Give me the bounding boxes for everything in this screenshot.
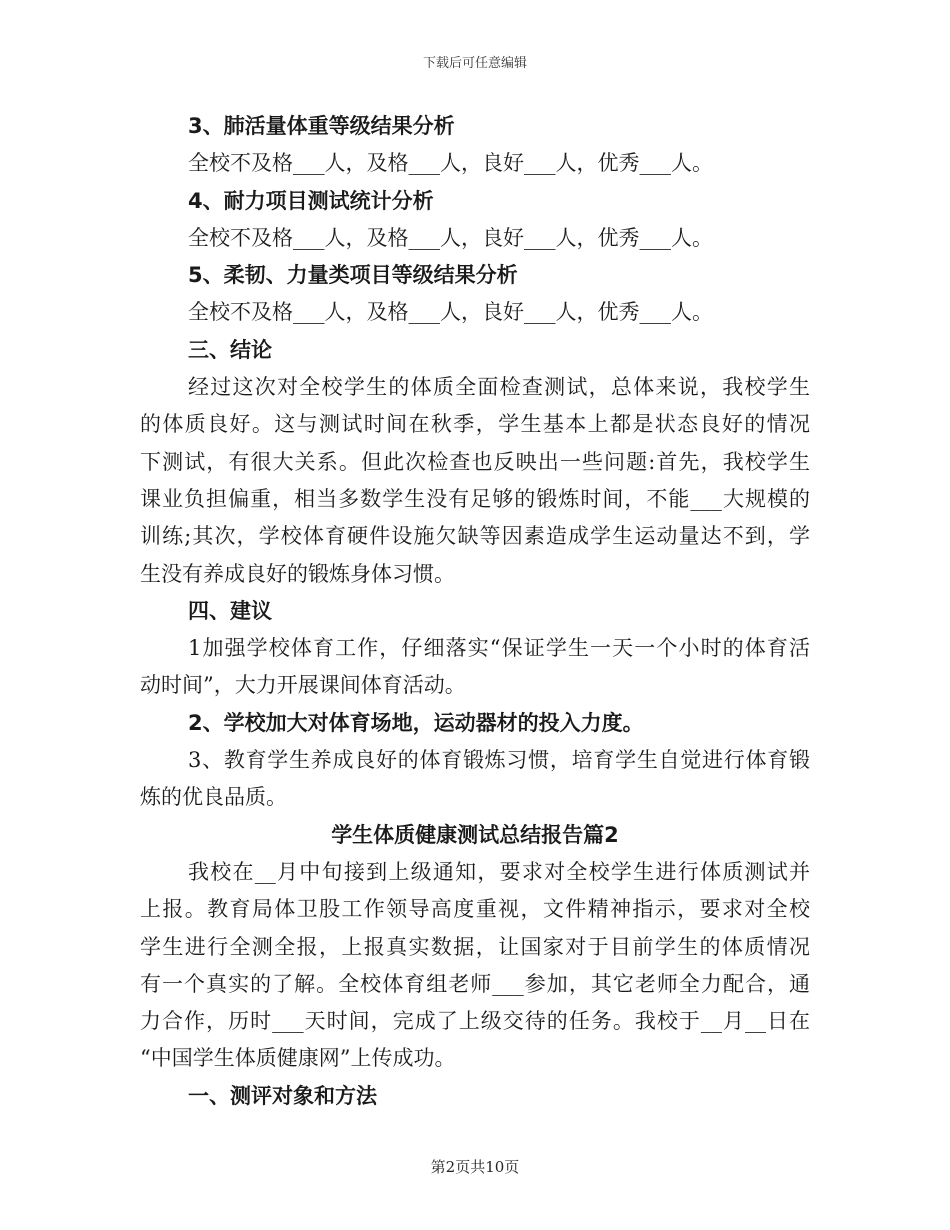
text-line: 训练;其次，学校体育硬件设施欠缺等因素造成学生运动量达不到，学 — [140, 524, 810, 549]
text-line: 全校不及格___人，及格___人，良好___人，优秀___人。 — [188, 151, 713, 176]
text-line: 全校不及格___人，及格___人，良好___人，优秀___人。 — [188, 300, 713, 325]
text-line: 经过这次对全校学生的体质全面检查测试，总体来说，我校学生 — [188, 375, 810, 400]
text-line: 3、教育学生养成良好的体育锻炼习惯，培育学生自觉进行体育锻 — [188, 748, 810, 773]
page-header: 下载后可任意编辑 — [422, 56, 527, 71]
text-line: 炼的优良品质。 — [140, 785, 287, 810]
heading-line: 4、耐力项目测试统计分析 — [188, 188, 434, 213]
heading-line: 3、肺活量体重等级结果分析 — [188, 114, 455, 138]
text-line: 学生进行全测全报，上报真实数据，让国家对于目前学生的体质情况 — [140, 934, 810, 959]
text-line: 上报。教育局体卫股工作领导高度重视，文件精神指示，要求对全校 — [140, 897, 810, 922]
text-line: “中国学生体质健康网”上传成功。 — [140, 1046, 456, 1071]
page-footer: 第2页共10页 — [430, 1158, 520, 1176]
document-body — [140, 108, 810, 1115]
text-line: 生没有养成良好的锻炼身体习惯。 — [140, 561, 455, 586]
text-line: 的体质良好。这与测试时间在秋季，学生基本上都是状态良好的情况 — [140, 412, 810, 437]
heading-line: 四、建议 — [188, 598, 272, 623]
text-line: 1加强学校体育工作，仔细落实“保证学生一天一个小时的体育活 — [188, 636, 810, 661]
heading-line: 三、结论 — [188, 337, 272, 362]
text-line: 有一个真实的了解。全校体育组老师___参加，其它老师全力配合，通 — [140, 971, 810, 996]
text-line: 我校在__月中旬接到上级通知，要求对全校学生进行体质测试并 — [188, 859, 810, 884]
heading-line: 2、学校加大对体育场地，运动器材的投入力度。 — [188, 710, 644, 735]
text-line: 下测试，有很大关系。但此次检查也反映出一些问题:首先，我校学生 — [140, 449, 810, 474]
text-line: 力合作，历时___天时间，完成了上级交待的任务。我校于__月__日在 — [140, 1009, 810, 1034]
text-line: 全校不及格___人，及格___人，良好___人，优秀___人。 — [188, 225, 713, 250]
section-title: 学生体质健康测试总结报告篇2 — [331, 822, 619, 847]
heading-line: 一、测评对象和方法 — [188, 1083, 377, 1108]
text-line: 课业负担偏重，相当多数学生没有足够的锻炼时间，不能___大规模的 — [140, 486, 810, 511]
text-line: 动时间”，大力开展课间体育活动。 — [140, 673, 466, 698]
heading-line: 5、柔韧、力量类项目等级结果分析 — [188, 263, 518, 288]
